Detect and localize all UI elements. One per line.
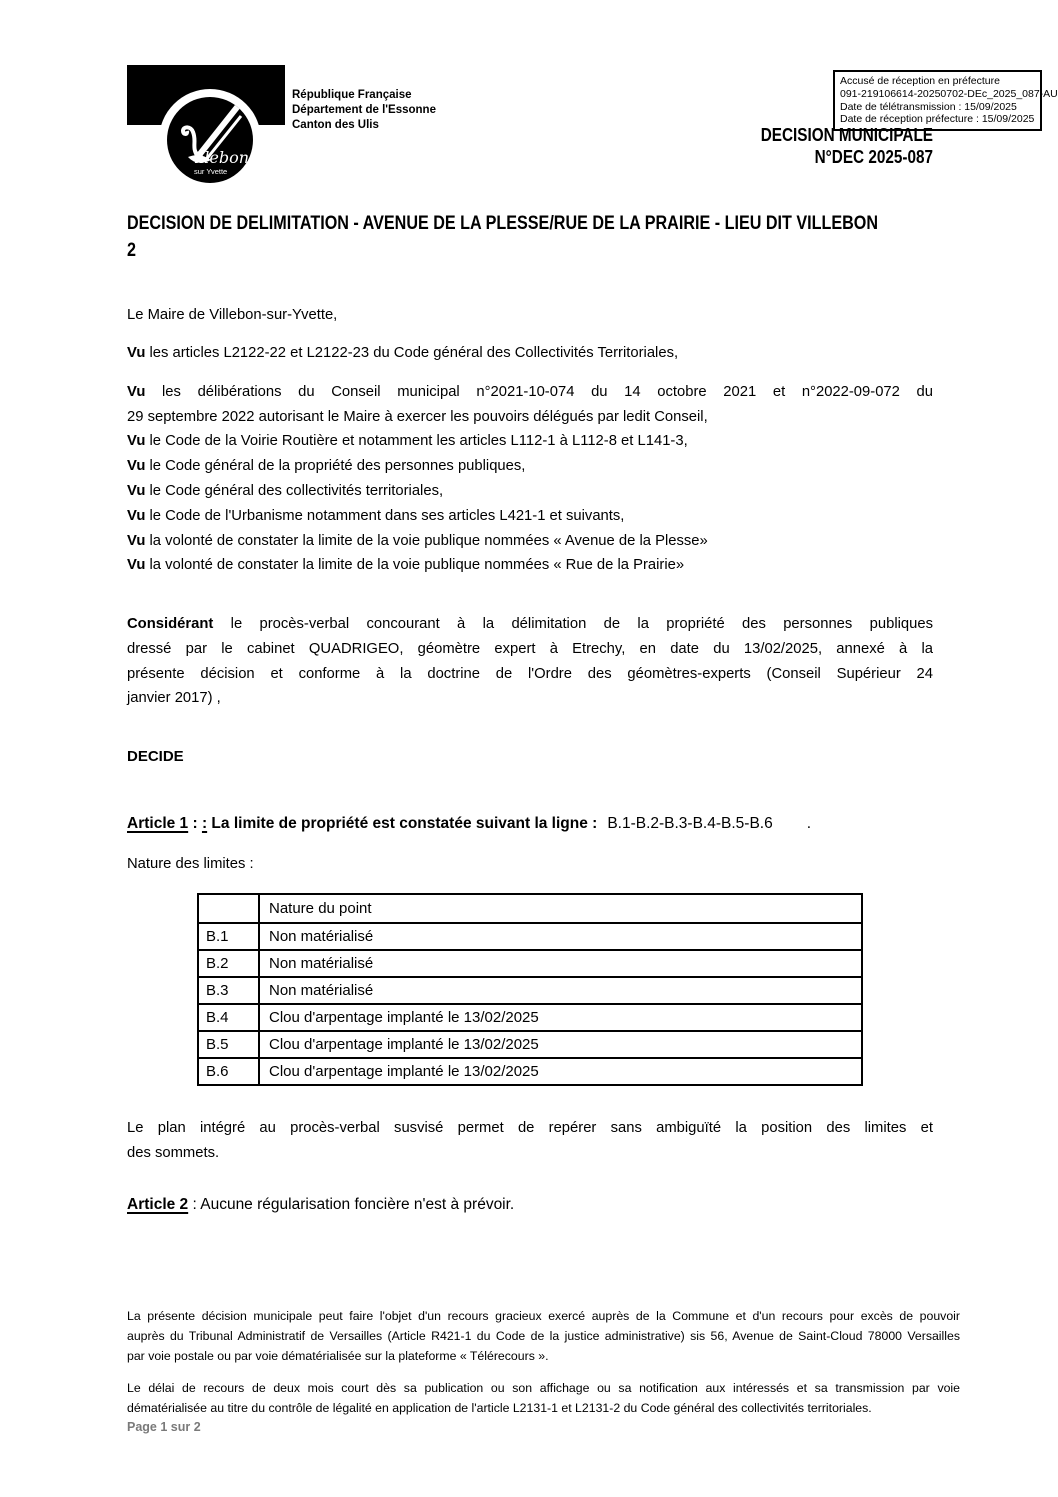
table-header-row bbox=[198, 894, 862, 923]
vu-item-continuation: 29 septembre 2022 autorisant le Maire à exercer les pouvoirs délégués par ledit Conseil, bbox=[127, 408, 708, 425]
table-row bbox=[198, 950, 862, 977]
nature-label: Nature des limites : bbox=[127, 856, 254, 872]
point-cell: B.6 bbox=[198, 1058, 259, 1085]
region-line-republique: République Française bbox=[292, 89, 412, 101]
vu-prefix: Vu bbox=[127, 458, 146, 475]
region-block bbox=[292, 88, 436, 133]
prefecture-stamp bbox=[833, 70, 1058, 131]
stamp-line: Date de télétransmission : 15/09/2025 bbox=[840, 100, 1017, 113]
article2-heading bbox=[127, 1196, 997, 1214]
table-row bbox=[198, 1031, 862, 1058]
vu-item: Vu le Code de la Voirie Routière et notamment les articles L112-1 à L112-8 et L141-3, bbox=[127, 433, 688, 450]
point-header-cell bbox=[198, 894, 259, 923]
plan-paragraph: Le plan intégré au procès-verbal susvisé permet de repérer sans ambiguïté la position des limites et des sommets. bbox=[127, 1120, 933, 1161]
vu-prefix: Vu bbox=[127, 532, 146, 549]
article2-statement: : Aucune régularisation foncière n'est à prévoir. bbox=[188, 1196, 515, 1213]
article2-label: Article 2 bbox=[127, 1196, 189, 1213]
footer-recourse-2: Le délai de recours de deux mois court dès sa publication ou son affichage ou sa notification aux intéressés et sa transmission par voie dématérialisée au titre du contrôle de légalité en application de l'article L2131-1 et L2131-2 du Code général des collectivités territoriales. bbox=[127, 1381, 960, 1415]
vu-item: Vu le Code général de la propriété des personnes publiques, bbox=[127, 458, 526, 475]
table-row bbox=[198, 1004, 862, 1031]
point-cell: B.4 bbox=[198, 1004, 259, 1031]
nature-cell: Clou d'arpentage implanté le 13/02/2025 bbox=[259, 1058, 862, 1085]
stamp-line: Date de réception préfecture : 15/09/2025 bbox=[840, 113, 1035, 126]
nature-cell: Non matérialisé bbox=[259, 977, 862, 1004]
logo-name: illebon bbox=[194, 148, 249, 167]
salutation: Le Maire de Villebon-sur-Yvette, bbox=[127, 307, 338, 323]
vu-prefix: Vu bbox=[127, 557, 146, 574]
nature-header-cell: Nature du point bbox=[259, 894, 862, 923]
limits-table bbox=[197, 893, 863, 1086]
vu-item: Vu les articles L2122-22 et L2122-23 du Code général des Collectivités Territoriales, bbox=[127, 345, 679, 361]
logo-subtitle: sur Yvette bbox=[194, 167, 228, 176]
vu-prefix: Vu bbox=[127, 345, 146, 361]
article1-statement: La limite de propriété est constatée suivant la ligne : bbox=[207, 815, 598, 832]
point-cell: B.1 bbox=[198, 923, 259, 950]
swan-icon bbox=[167, 97, 253, 183]
decide-heading: DECIDE bbox=[127, 748, 184, 765]
article1-label: Article 1 bbox=[127, 815, 189, 832]
doc-number: N°DEC 2025-087 bbox=[814, 147, 933, 167]
doc-type: DECISION MUNICIPALE bbox=[760, 125, 933, 145]
vu-item: Vu la volonté de constater la limite de la voie publique nommées « Avenue de la Plesse» bbox=[127, 532, 708, 549]
nature-cell: Non matérialisé bbox=[259, 923, 862, 950]
nature-cell: Clou d'arpentage implanté le 13/02/2025 bbox=[259, 1004, 862, 1031]
considerant-prefix: Considérant bbox=[127, 616, 214, 632]
point-cell: B.3 bbox=[198, 977, 259, 1004]
villebon-logo bbox=[167, 97, 253, 183]
point-cell: B.2 bbox=[198, 950, 259, 977]
page-title-line: DECISION DE DELIMITATION - AVENUE DE LA PLESSE/RUE DE LA PRAIRIE - LIEU DIT VILLEBON bbox=[127, 213, 879, 234]
vu-prefix: Vu bbox=[127, 383, 146, 400]
table-row bbox=[198, 1058, 862, 1085]
footer-recourse-1: La présente décision municipale peut faire l'objet d'un recours gracieux exercé auprès de la Commune et d'un recours pour excès de pouvoir auprès du Tribunal Administratif de Versailles (Article R421-1 du Code de la justice administrative) sis 56, Avenue de Saint-Cloud 78000 Versailles par voie postale ou par voie dématérialisée sur la plateforme « Télérecours ». bbox=[127, 1309, 960, 1363]
stamp-line: Accusé de réception en préfecture bbox=[840, 75, 1000, 87]
vu-item: Vu le Code de l'Urbanisme notamment dans ses articles L421-1 et suivants, bbox=[127, 507, 625, 524]
vu-item: Vu la volonté de constater la limite de la voie publique nommées « Rue de la Prairie» bbox=[127, 557, 685, 574]
nature-cell: Non matérialisé bbox=[259, 950, 862, 977]
page-title bbox=[127, 210, 943, 264]
vu-prefix: Vu bbox=[127, 507, 146, 524]
region-line-canton: Canton des Ulis bbox=[292, 119, 379, 131]
doc-title-block bbox=[610, 124, 933, 168]
article1-heading: Article 1 : : La limite de propriété est constatée suivant la ligne : B.1-B.2-B.3-B.4-B.5-B.6 . bbox=[127, 815, 812, 832]
nature-cell: Clou d'arpentage implanté le 13/02/2025 bbox=[259, 1031, 862, 1058]
region-line-departement: Département de l'Essonne bbox=[292, 104, 436, 116]
page-title-line: 2 bbox=[127, 240, 136, 261]
vu-prefix: Vu bbox=[127, 482, 146, 499]
stamp-line: 091-219106614-20250702-DEc_2025_087-AU bbox=[840, 87, 1058, 100]
vu-prefix: Vu bbox=[127, 433, 146, 450]
page-number: Page 1 sur 2 bbox=[127, 1420, 201, 1434]
boundary-line-value: B.1-B.2-B.3-B.4-B.5-B.6 bbox=[607, 815, 773, 832]
point-cell: B.5 bbox=[198, 1031, 259, 1058]
table-row bbox=[198, 923, 862, 950]
considerant-paragraph: Considérant le procès-verbal concourant à la délimitation de la propriété des personnes publiques dressé par le cabinet QUADRIGEO, géomètre expert à Etrechy, en date du 13/02/2025, annexé à la présente décision et conforme à la doctrine de l'Ordre des géomètres-experts (Conseil Supérieur 24 janvier 2017) , bbox=[127, 616, 933, 707]
vu-item: Vu les délibérations du Conseil municipal n°2021-10-074 du 14 octobre 2021 et n°2022-09-072 du bbox=[127, 383, 933, 400]
table-row bbox=[198, 977, 862, 1004]
vu-block bbox=[127, 341, 933, 578]
vu-item: Vu le Code général des collectivités territoriales, bbox=[127, 482, 444, 499]
